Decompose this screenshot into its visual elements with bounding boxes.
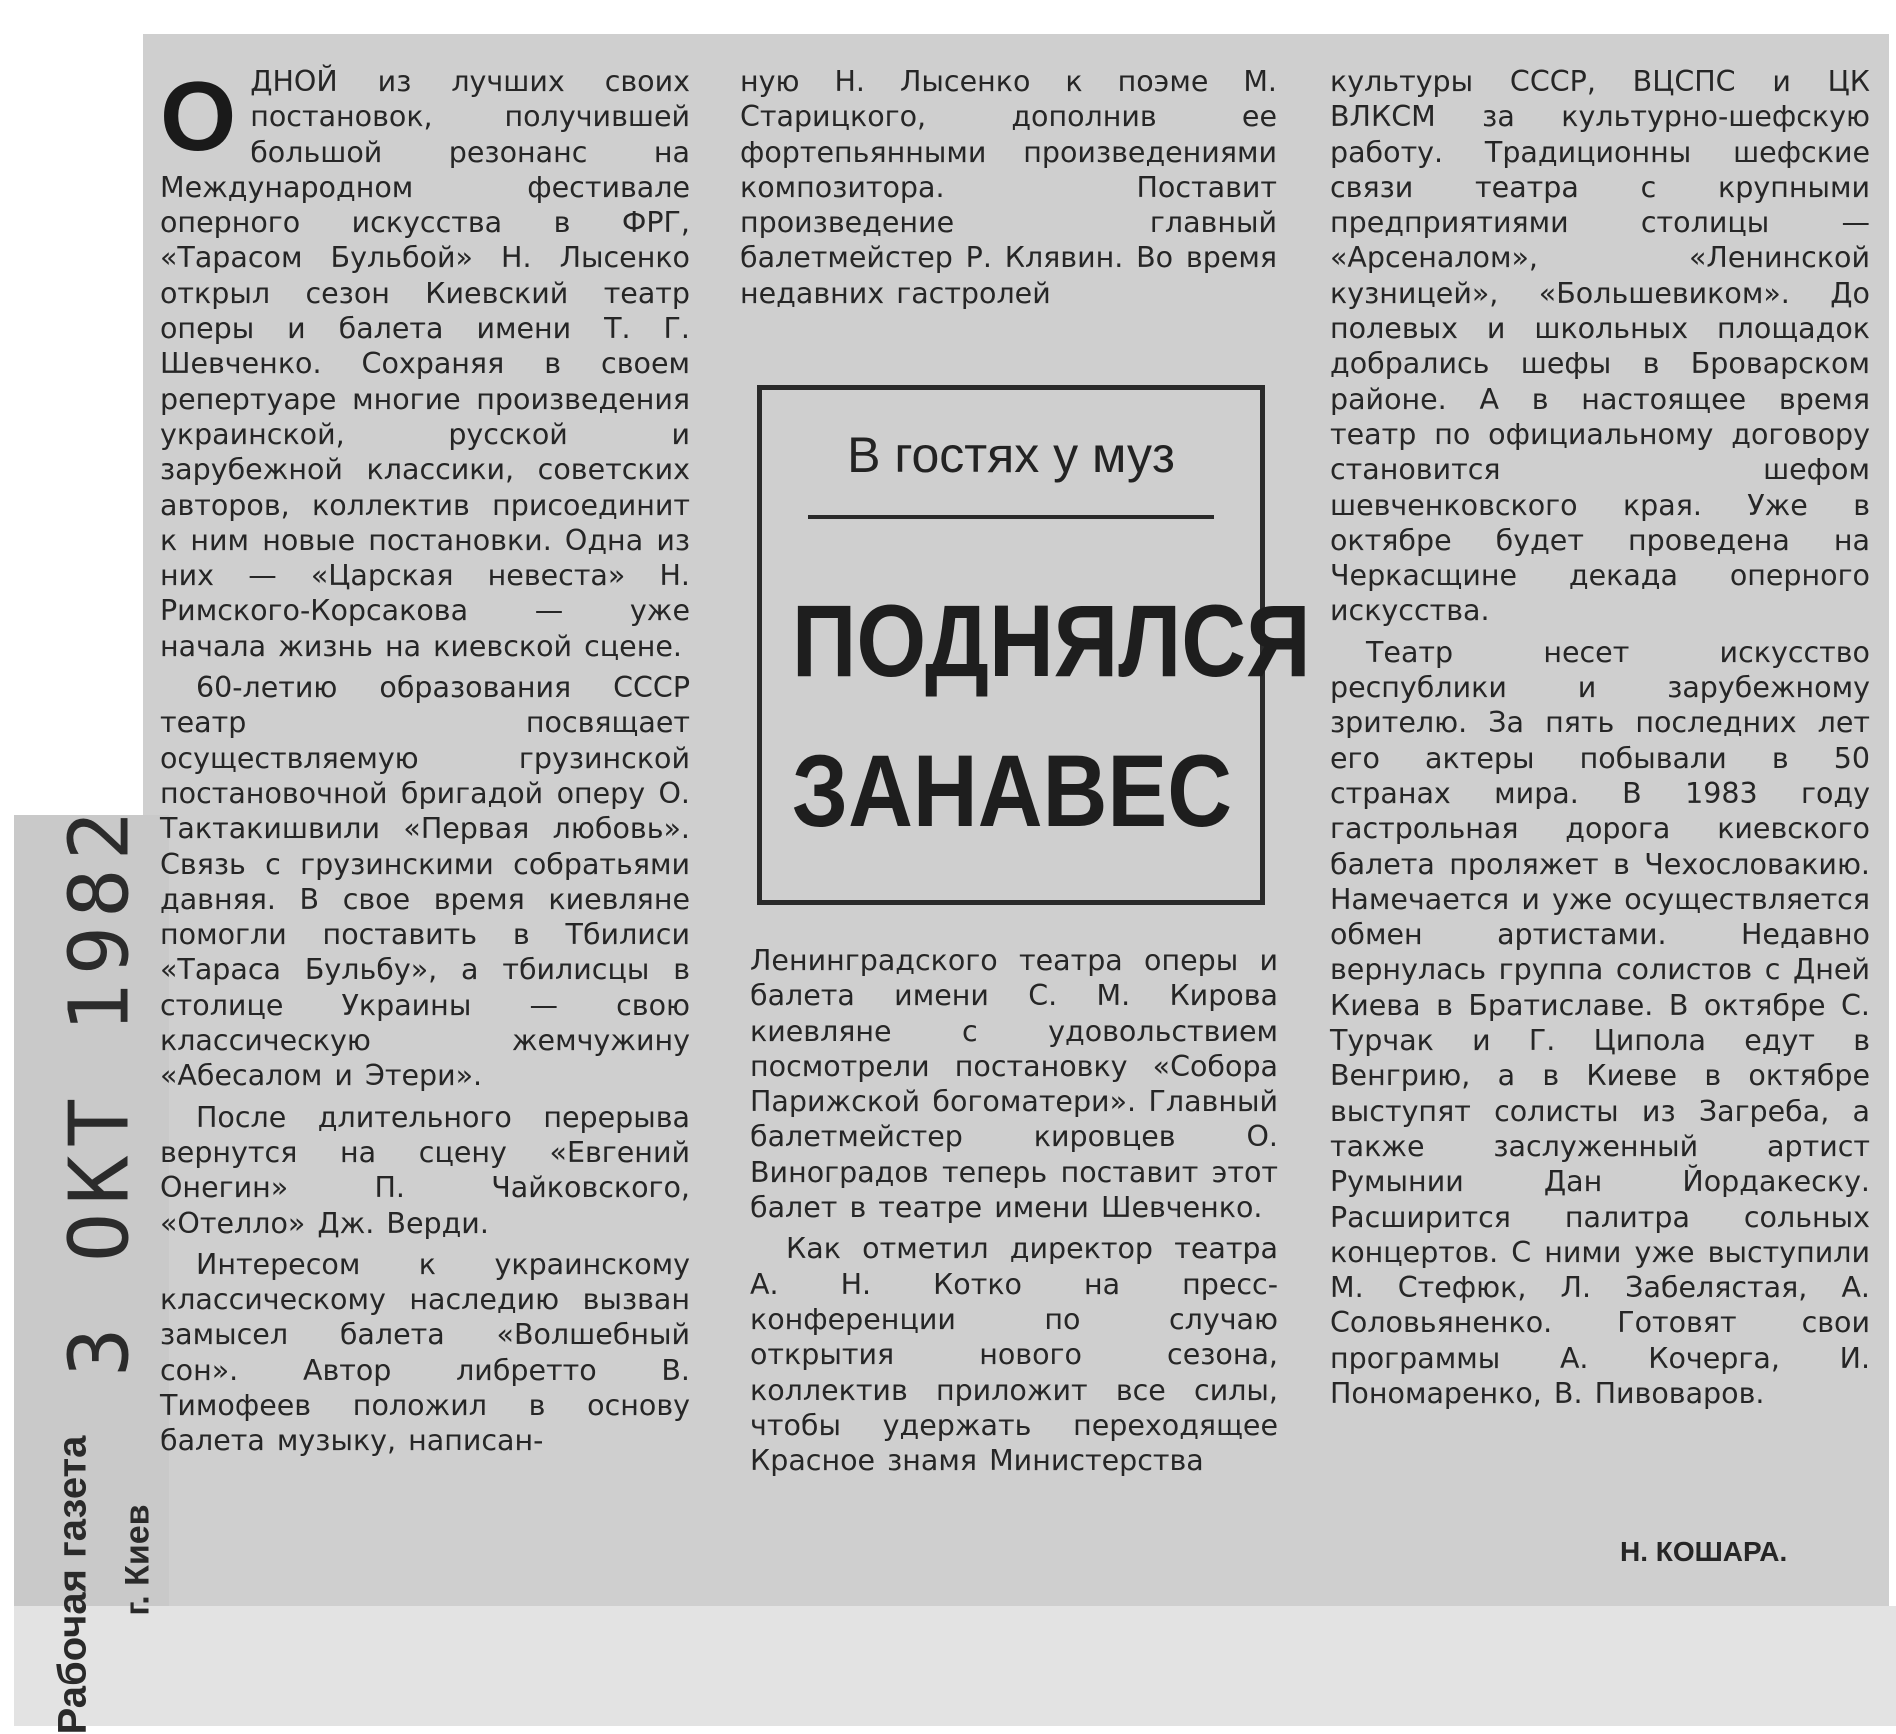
paragraph: После длительного перерыва вернутся на сцену «Евгений Онегин» П. Чайковского, «Отелло» Дж. Верди. [160, 1100, 690, 1240]
paragraph: Как отметил директор театра А. Н. Котко на пресс-конференции по случаю открытия нового сезона, коллектив приложит все силы, чтобы удержать переходящее Красное знамя Министерства [750, 1232, 1278, 1478]
article-column-1 [160, 61, 690, 1465]
rubric-kicker: В гостях у муз [847, 427, 1175, 483]
article-column-2-bottom [750, 943, 1278, 1484]
paragraph: Театр несет искусство республики и зарубежному зрителю. За пять последних лет его актеры побывали в 50 странах мира. В 1983 году гастрольная дорога киевского балета проляжет в Чехословакию. Намечается и уже осуществляется обмен артистами. Недавно вернулась группа солистов с Дней Киева в Братиславе. В октябре С. Турчак и Г. Ципола едут в Венгрию, а в Киеве в октябре выступят солисты из Загреба, а также заслуженный артист Румынии Дан Йордакеску. Расширится палитра сольных концертов. С ними уже выступили М. Стефюк, Л. Забелястая, А. Соловьяненко. Готовят свои программы А. Кочерга, И. Пономаренко, В. Пивоваров. [1330, 635, 1870, 1410]
newspaper-name-text: Рабочая газета [50, 1435, 95, 1734]
paragraph: ную Н. Лысенко к поэме М. Старицкого, дополнив ее фортепьянными произведениями композитора. Поставит произведение главный балетмейстер Р. Клявин. Во время недавних гастролей [740, 65, 1277, 310]
author-signature: Н. КОШАРА. [1620, 1536, 1788, 1567]
headline-rule [808, 515, 1214, 519]
paragraph: ДНОЙ из лучших своих постановок, получившей большой резонанс на Международном фестивале оперного искусства в ФРГ, «Тарасом Бульбой» Н. Лысенко открыл сезон Киевский театр оперы и балета имени Т. Г. Шевченко. Сохраняя в своем репертуаре многие произведения украинской, русской и зарубежной классики, советских авторов, коллектив присоединит к ним новые постановки. Одна из них — «Царская невеста» Н. Римского-Корсакова — уже начала жизнь на киевской сцене. [160, 65, 690, 663]
article-column-2-top [740, 64, 1277, 317]
article-column-3 [1330, 64, 1870, 1417]
backing-sheet [14, 1606, 1896, 1726]
date-stamp-text: 3 ОКТ 1982 [52, 803, 148, 1377]
city-text: г. Киев [118, 1504, 157, 1616]
headline-box [757, 385, 1311, 905]
paragraph: Ленинградского театра оперы и балета имени С. М. Кирова киевляне с удовольствием посмотрели постановку «Собора Парижской богоматери». Главный балетмейстер кировцев О. Виноградов теперь поставит этот балет в театре имени Шевченко. [750, 944, 1278, 1225]
article-headline: ПОДНЯЛСЯ ЗАНАВЕС [791, 584, 1311, 848]
paragraph: культуры СССР, ВЦСПС и ЦК ВЛКСМ за культурно-шефскую работу. Традиционны шефские связи театра с крупными предприятиями столицы — «Арсеналом», «Ленинской кузницей», «Большевиком». До полевых и школьных площадок добрались шефы в Броварском районе. А в настоящее время театр по официальному договору становится шефом шевченковского края. Уже в октябре будет проведена на Черкасщине декада оперного искусства. [1330, 65, 1870, 628]
paragraph: 60-летию образования СССР театр посвящает осуществляемую грузинской постановочной бригадой оперу О. Тактакишвили «Первая любовь». Связь с грузинскими собратьями давняя. В свое время киевляне помогли поставить в Тбилиси «Тараса Бульбу», а тбилисцы в столице Украины — свою классическую жемчужину «Абесалом и Этери». [160, 671, 690, 1093]
drop-cap: О [160, 61, 237, 171]
paragraph: Интересом к украинскому классическому наследию вызван замысел балета «Волшебный сон». Автор либретто В. Тимофеев положил в основу балета музыку, написан- [160, 1247, 690, 1458]
